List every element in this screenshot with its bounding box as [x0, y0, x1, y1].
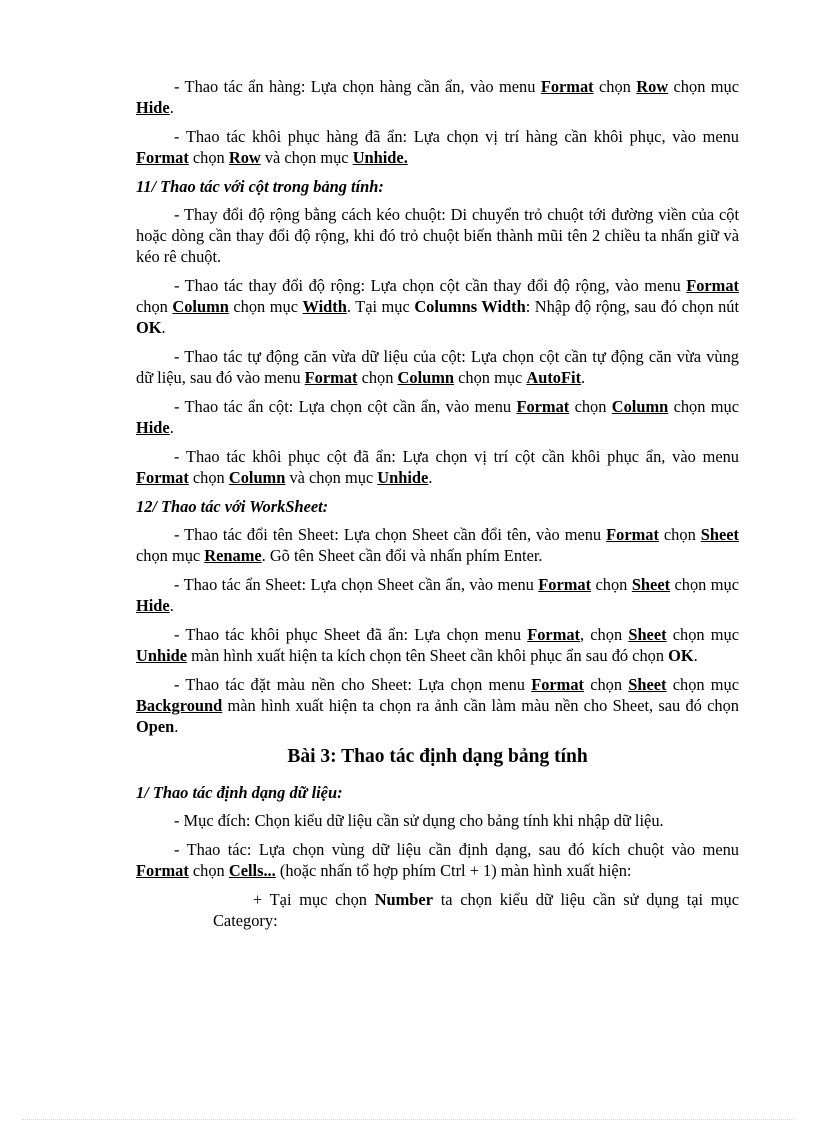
menu-command: Format	[136, 148, 189, 167]
text-run: chọn mục	[228, 297, 303, 316]
bold-term: OK	[668, 646, 694, 665]
text-run: chọn	[188, 468, 229, 487]
text-run: 12/ Thao tác với WorkSheet:	[136, 497, 329, 516]
menu-command: Unhide	[136, 646, 188, 665]
text-run: và chọn mục	[285, 468, 378, 487]
text-run: - Thao tác đổi tên Sheet: Lựa chọn Sheet cần đổi tên, vào menu	[174, 525, 607, 544]
bold-term: OK	[136, 318, 162, 337]
text-run: .	[161, 318, 166, 337]
para-drag-width	[136, 204, 739, 267]
text-run: - Thao tác ẩn Sheet: Lựa chọn Sheet cần ẩn, vào menu	[174, 575, 539, 594]
heading-column-ops	[136, 176, 739, 197]
menu-command: Column	[172, 297, 229, 316]
text-run: .	[169, 596, 174, 615]
text-run: . Tại mục	[346, 297, 415, 316]
menu-command: Unhide	[377, 468, 429, 487]
text-run: - Thao tác đặt màu nền cho Sheet: Lựa chọn menu	[174, 675, 532, 694]
menu-command: Format	[538, 575, 592, 594]
text-run: chọn mục	[454, 368, 527, 387]
text-run: : Nhập độ rộng, sau đó chọn nút	[525, 297, 740, 316]
menu-command: Format	[540, 77, 594, 96]
text-run: .	[174, 717, 179, 736]
menu-command: Column	[397, 368, 455, 387]
text-run: . Gõ tên Sheet cần đổi và nhấn phím Enter.	[261, 546, 543, 565]
menu-command: Format	[606, 525, 659, 544]
menu-command: Width	[302, 297, 347, 316]
menu-command: Format	[527, 625, 581, 644]
menu-command: Format	[136, 861, 189, 880]
menu-command: Format	[531, 675, 584, 694]
para-rename-sheet	[136, 524, 739, 566]
menu-command: Unhide.	[352, 148, 408, 167]
text-run: .	[581, 368, 586, 387]
text-run: - Thao tác thay đổi độ rộng: Lựa chọn cột cần thay đổi độ rộng, vào menu	[174, 276, 687, 295]
menu-command: Format	[686, 276, 739, 295]
text-run: chọn	[569, 397, 612, 416]
para-autofit	[136, 346, 739, 388]
text-run: , chọn	[580, 625, 629, 644]
para-unhide-column	[136, 446, 739, 488]
text-run: chọn	[136, 297, 173, 316]
menu-command: Hide	[136, 596, 170, 615]
para-sheet-background	[136, 674, 739, 737]
menu-command: Background	[136, 696, 223, 715]
text-run: .	[693, 646, 698, 665]
text-run: .	[169, 98, 174, 117]
text-run: - Thao tác ẩn hàng: Lựa chọn hàng cần ẩn, vào menu	[174, 77, 541, 96]
text-run: chọn mục	[668, 397, 739, 416]
para-unhide-sheet	[136, 624, 739, 666]
text-run: chọn mục	[666, 675, 740, 694]
text-run: chọn	[188, 861, 229, 880]
menu-command: Sheet	[628, 625, 667, 644]
text-run: - Thao tác khôi phục hàng đã ẩn: Lựa chọn vị trí hàng cần khôi phục, vào menu	[174, 127, 739, 146]
page-bottom-divider	[22, 1119, 794, 1120]
para-purpose	[136, 810, 739, 831]
text-run: .	[428, 468, 433, 487]
menu-command: Hide	[136, 418, 170, 437]
text-run: (hoặc nhấn tổ hợp phím Ctrl + 1) màn hình xuất hiện:	[275, 861, 632, 880]
text-run: - Thao tác: Lựa chọn vùng dữ liệu cần định dạng, sau đó kích chuột vào menu	[174, 840, 739, 859]
text-run: chọn	[357, 368, 398, 387]
text-run: chọn	[583, 675, 629, 694]
text-run: chọn mục	[666, 625, 740, 644]
menu-command: Row	[228, 148, 261, 167]
menu-command: Sheet	[628, 675, 667, 694]
menu-command: AutoFit	[526, 368, 582, 387]
menu-command: Column	[611, 397, 669, 416]
text-run: - Thao tác khôi phục cột đã ẩn: Lựa chọn vị trí cột cần khôi phục ẩn, vào menu	[174, 447, 739, 466]
para-hide-column	[136, 396, 739, 438]
text-run: - Mục đích: Chọn kiểu dữ liệu cần sử dụng cho bảng tính khi nhập dữ liệu.	[174, 811, 664, 830]
text-run: - Thao tác khôi phục Sheet đã ẩn: Lựa chọn menu	[174, 625, 528, 644]
para-unhide-row	[136, 126, 739, 168]
menu-command: Sheet	[631, 575, 671, 594]
text-run: - Thao tác ẩn cột: Lựa chọn cột cần ẩn, vào menu	[174, 397, 517, 416]
text-run: chọn mục	[136, 546, 205, 565]
para-hide-sheet	[136, 574, 739, 616]
para-format-cells	[136, 839, 739, 881]
bold-term: Open	[136, 717, 175, 736]
bold-term: Number	[374, 890, 433, 909]
text-run: - Thao tác tự động căn vừa dữ liệu của cột: Lựa chọn cột cần tự động căn vừa vùng dữ liệu, sau đó vào menu	[136, 347, 739, 387]
bold-term: Columns Width	[414, 297, 526, 316]
menu-command: Column	[228, 468, 286, 487]
menu-command: Format	[136, 468, 189, 487]
menu-command: Format	[304, 368, 358, 387]
lesson-title	[136, 745, 739, 769]
text-run: - Thay đổi độ rộng bằng cách kéo chuột: Di chuyển trỏ chuột tới đường viền của cột hoặc dòng cần thay đổi độ rộng, khi đó trỏ chuột biến thành mũi tên 2 chiều ta nhấn giữ và kéo rê chuột.	[136, 205, 739, 266]
text-run: màn hình xuất hiện ta chọn ra ảnh cần làm màu nền cho Sheet, sau đó chọn	[222, 696, 739, 715]
text-run: 1/ Thao tác định dạng dữ liệu:	[136, 783, 343, 802]
text-run: chọn	[593, 77, 637, 96]
menu-command: Hide	[136, 98, 170, 117]
menu-command: Format	[516, 397, 570, 416]
para-column-width	[136, 275, 739, 338]
text-run: ta chọn kiểu dữ liệu cần sử dụng tại mục Category:	[213, 890, 740, 930]
text-run: chọn mục	[668, 77, 740, 96]
para-hide-row	[136, 76, 739, 118]
text-run: 11/ Thao tác với cột trong bảng tính:	[136, 177, 384, 196]
text-run: chọn	[658, 525, 701, 544]
heading-data-format	[136, 782, 739, 803]
text-run: màn hình xuất hiện ta kích chọn tên Sheet cần khôi phục ẩn sau đó chọn	[187, 646, 669, 665]
text-run: + Tại mục chọn	[253, 890, 375, 909]
menu-command: Row	[636, 77, 669, 96]
menu-command: Cells...	[228, 861, 276, 880]
menu-command: Sheet	[700, 525, 739, 544]
menu-command: Rename	[204, 546, 262, 565]
text-run: chọn mục	[670, 575, 739, 594]
text-run: và chọn mục	[260, 148, 353, 167]
heading-worksheet-ops	[136, 496, 739, 517]
text-run: Bài 3: Thao tác định dạng bảng tính	[287, 746, 588, 767]
para-number-tab	[213, 889, 739, 931]
text-run: .	[169, 418, 174, 437]
document-page	[136, 76, 739, 931]
text-run: chọn	[188, 148, 229, 167]
text-run: chọn	[591, 575, 632, 594]
